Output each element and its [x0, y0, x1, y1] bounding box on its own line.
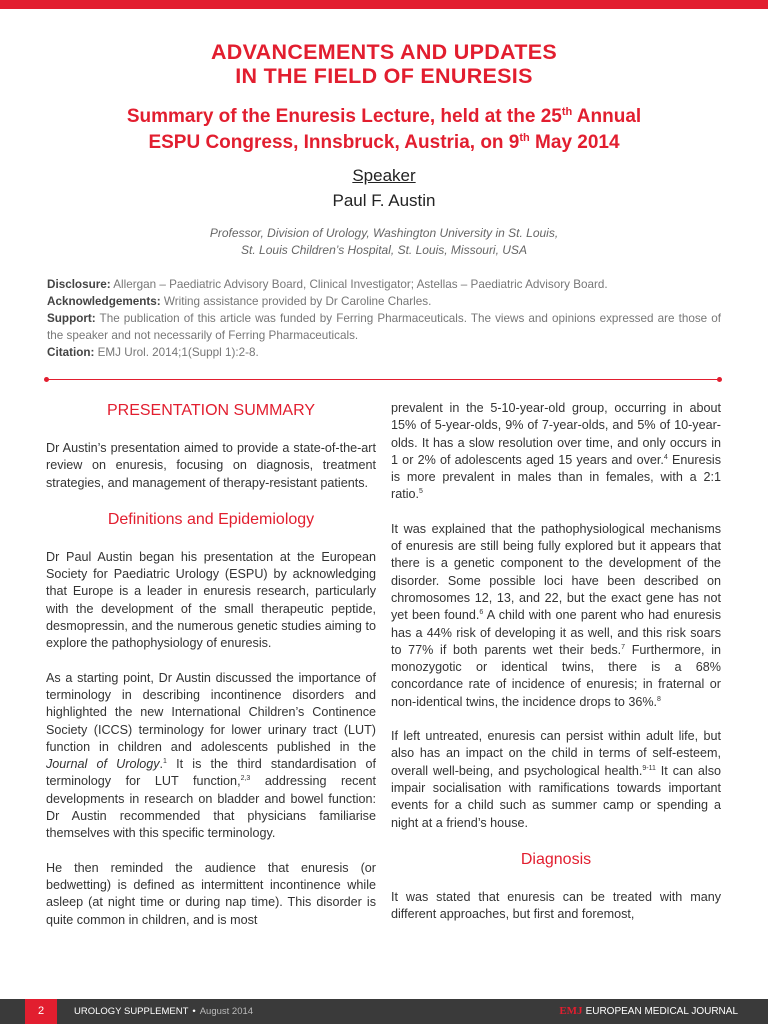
reference-marker: 4 — [663, 453, 668, 461]
top-accent-bar — [0, 0, 768, 9]
acknowledgements-label: Acknowledgements: — [47, 295, 161, 308]
citation — [47, 344, 721, 361]
subtitle-line-1 — [0, 104, 768, 130]
emj-logo: EMJ — [559, 1005, 583, 1017]
speaker-label: Speaker — [352, 166, 416, 185]
journal-title: Journal of Urology — [46, 757, 160, 772]
paragraph-text: It can also impair socialisation with ramifications towards important events for a child such as summer camp or spending a night at a friend’s house. — [391, 763, 722, 830]
paragraph-untreated — [391, 728, 721, 832]
paragraph-diagnosis: It was stated that enuresis can be treated with many different approaches, but first and foremost, — [391, 889, 721, 922]
separator-dot: • — [192, 1006, 196, 1017]
paragraph-prevalence — [391, 400, 721, 504]
paragraph-text: It was explained that the pathophysiological mechanisms of enuresis are still being fully explored but it appears that there is a genetic component to the development of the disorder. Some possible loci have been described on chromosomes 12, 13, and 22, but the exact gene has not yet been found. — [391, 521, 721, 623]
acknowledgements — [47, 293, 721, 310]
support — [47, 310, 721, 344]
left-column — [46, 400, 376, 946]
reference-marker: 8 — [657, 695, 661, 703]
paragraph-text: Furthermore, in monozygotic or identical twins, there is a 68% concordance rate of incidence of enuresis; in fraternal or non-identical twins, the incidence drops to 36%. — [391, 642, 721, 709]
acknowledgements-text: Writing assistance provided by Dr Caroline Charles. — [160, 295, 432, 308]
section-divider — [46, 379, 720, 380]
support-text: The publication of this article was funded by Ferring Pharmaceuticals. The views and opinions expressed are those of the speaker and not necessarily of Ferring Pharmaceuticals. — [47, 312, 721, 342]
affiliation-line-1: Professor, Division of Urology, Washington University in St. Louis, — [209, 226, 559, 240]
disclosure — [47, 276, 721, 293]
subtitle-text: ESPU Congress, Innsbruck, Austria, on 9 — [148, 132, 520, 153]
reference-marker: 6 — [479, 609, 484, 617]
disclosure-label: Disclosure: — [47, 278, 111, 291]
title-line-2: IN THE FIELD OF ENURESIS — [235, 64, 533, 88]
speaker-affiliation — [0, 225, 768, 259]
article-subtitle — [0, 104, 768, 156]
paragraph-definitions-2: As a starting point, Dr Austin discussed the importance of terminology in describing incontinence disorders and highlighted the new International Children’s Continence Society (ICCS) terminology for lower urinary tract (LUT) function in children and adolescents published in the Journal of Urology.$^1$ It is the third standardisation of terminology for LUT function,$^{2,3}$ addressing recent developments in research on bladder and bowel function: Dr Austin recommended that physicians familiarise themselves with this specific terminology. — [46, 670, 376, 841]
article-meta — [47, 276, 721, 361]
affiliation-line-2: St. Louis Children’s Hospital, St. Louis, Missouri, USA — [241, 243, 527, 257]
subtitle-text: Summary of the Enuresis Lecture, held at the 25 — [126, 106, 562, 127]
citation-label: Citation: — [47, 346, 95, 359]
footer-publication — [74, 999, 253, 1024]
right-column — [391, 400, 721, 940]
paragraph-text: Enuresis is more prevalent in males than in females, with a 2:1 ratio. — [391, 452, 721, 502]
subtitle-line-2 — [0, 130, 768, 156]
paragraph-pathophysiology — [391, 521, 721, 711]
page-number: 2 — [25, 999, 57, 1024]
subtitle-ordinal: th — [519, 132, 530, 144]
issue-date: August 2014 — [199, 1006, 254, 1017]
paragraph-definitions-3: He then reminded the audience that enuresis (or bedwetting) is defined as intermittent incontinence while asleep (at night time or during nap time). This disorder is quite common in children, and is most — [46, 860, 376, 927]
subtitle-ordinal: th — [561, 106, 573, 118]
citation-text: EMJ Urol. 2014;1(Suppl 1):2-8. — [94, 346, 259, 359]
journal-name: EUROPEAN MEDICAL JOURNAL — [585, 1006, 738, 1017]
reference-marker: 9-11 — [642, 764, 656, 772]
subtitle-text: May 2014 — [529, 132, 620, 153]
heading-diagnosis: Diagnosis — [520, 850, 592, 868]
paragraph-text: If left untreated, enuresis can persist within adult life, but also has an impact on the child in terms of self-esteem, overall well-being, and psychological health. — [391, 729, 721, 778]
heading-definitions: Definitions and Epidemiology — [107, 510, 315, 528]
paragraph-summary: Dr Austin’s presentation aimed to provide a state-of-the-art review on enuresis, focusing on diagnosis, treatment strategies, and management of therapy-resistant patients. — [46, 441, 376, 490]
paragraph-text: It is the third standardisation of terminology for LUT function, — [46, 757, 376, 789]
support-label: Support: — [47, 312, 96, 325]
footer-journal — [559, 999, 738, 1024]
reference-marker: 5 — [419, 488, 423, 496]
paragraph-text: A child with one parent who had enuresis has a 44% risk of developing it as well, and this risk soars to 77% if both parents wet their beds. — [391, 608, 721, 657]
reference-marker: 1 — [163, 758, 167, 766]
page-footer — [0, 999, 768, 1024]
paragraph-text: As a starting point, Dr Austin discussed the importance of terminology in describing incontinence disorders and highlighted the new International Children’s Continence Society (ICCS) terminology for lower urinary tract (LUT) function in children and adolescents published in the — [46, 670, 376, 754]
heading-presentation-summary: PRESENTATION SUMMARY — [106, 402, 316, 419]
disclosure-text: Allergan – Paediatric Advisory Board, Clinical Investigator; Astellas – Paediatric Advisory Board. — [110, 278, 608, 291]
article-title — [0, 40, 768, 88]
paragraph-text: addressing recent developments in research on bladder and bowel function: Dr Austin recommended that physicians familiarise themselves with this specific terminology. — [46, 774, 376, 841]
paragraph-text: prevalent in the 5-10-year-old group, occurring in about 15% of 5-year-olds, 9% of 7-year-olds, and 5% of 10-year-olds. It has a slow resolution over time, and only occurs in 1 or 2% of adolescents aged 15 years and over. — [391, 401, 721, 467]
reference-marker: 7 — [621, 643, 626, 651]
paragraph-definitions-1: Dr Paul Austin began his presentation at the European Society for Paediatric Urology (ESPU) by acknowledging that Europe is a leader in enuresis research, particularly with the development of the small therapeutic peptide, desmopressin, and the numerous genetic studies aiming to explore the pathophysiology of enuresis. — [46, 549, 376, 651]
speaker-name: Paul F. Austin — [332, 191, 436, 210]
supplement-name: UROLOGY SUPPLEMENT — [74, 1006, 189, 1017]
subtitle-text: Annual — [572, 106, 642, 127]
reference-marker: 2,3 — [240, 775, 251, 783]
title-line-1: ADVANCEMENTS AND UPDATES — [210, 40, 558, 64]
